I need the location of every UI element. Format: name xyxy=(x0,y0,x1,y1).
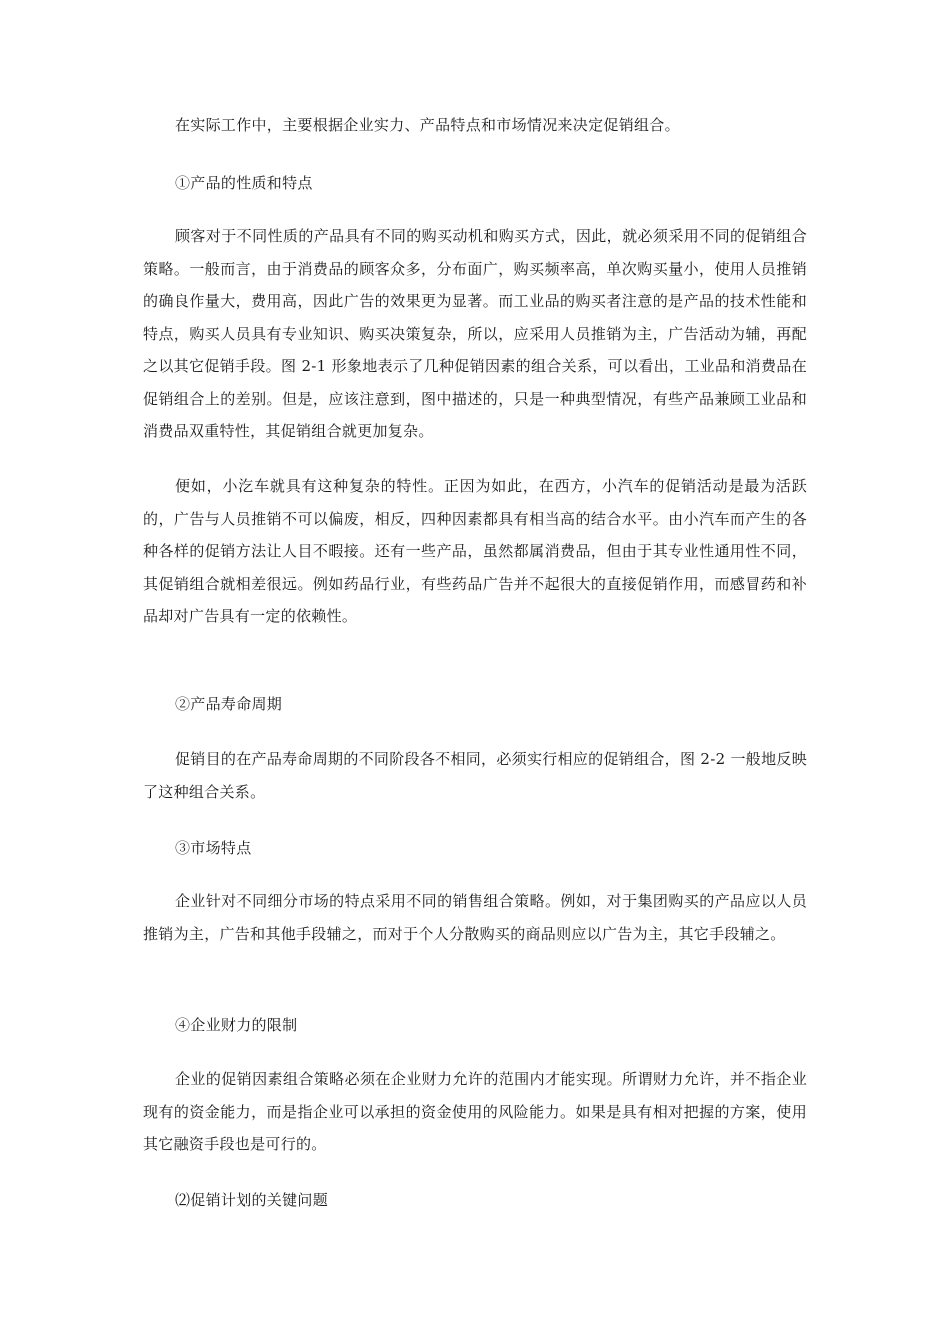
section4-heading: ④企业财力的限制 xyxy=(175,1016,298,1034)
section1-paragraph-2: 便如，小汔车就具有这种复杂的特性。正因为如此，在西方，小汽车的促销活动是最为活跃的，广告与人员推销不可以偏废，相反，四种因素都具有相当高的结合水平。由小汽车而产生的各种各样的促销方法让人目不暇接。还有一些产品，虽然都属消费品，但由于其专业性通用性不同，其促销组合就相差很远。例如药品行业，有些药品广告并不起很大的直接促销作用，而感冒药和补品却对广告具有一定的依赖性。 xyxy=(143,477,807,625)
section2-paragraph: 促销目的在产品寿命周期的不同阶段各不相同，必须实行相应的促销组合，图 2-2 一般地反映了这种组合关系。 xyxy=(143,750,807,801)
section3-paragraph: 企业针对不同细分市场的特点采用不同的销售组合策略。例如，对于集团购买的产品应以人员推销为主，广告和其他手段辅之，而对于个人分散购买的商品则应以广告为主，其它手段辅之。 xyxy=(143,892,807,943)
section1-heading: ①产品的性质和特点 xyxy=(175,174,313,192)
intro-paragraph: 在实际工作中，主要根据企业实力、产品特点和市场情况来决定促销组合。 xyxy=(175,116,680,134)
section2-heading: ②产品寿命周期 xyxy=(175,695,283,713)
section4-paragraph: 企业的促销因素组合策略必须在企业财力允许的范围内才能实现。所谓财力允许，并不指企业现有的资金能力，而是指企业可以承担的资金使用的风险能力。如果是具有相对把握的方案，使用其它融资手段也是可行的。 xyxy=(143,1070,807,1153)
next-section-heading: ⑵促销计划的关键问题 xyxy=(175,1191,329,1209)
section3-heading: ③市场特点 xyxy=(175,839,252,857)
section1-paragraph-1: 顾客对于不同性质的产品具有不同的购买动机和购买方式，因此，就必须采用不同的促销组合策略。一般而言，由于消费品的顾客众多，分布面广，购买频率高，单次购买量小，使用人员推销的确良作量大，费用高，因此广告的效果更为显著。而工业品的购买者注意的是产品的技术性能和特点，购买人员具有专业知识、购买决策复杂，所以，应采用人员推销为主，广告活动为辅，再配之以其它促销手段。图 2-1 形象地表示了几种促销因素的组合关系，可以看出，工业品和消费品在促销组合上的差别。但是，应该注意到，图中描述的，只是一种典型情况，有些产品兼顾工业品和消费品双重特性，其促销组合就更加复杂。 xyxy=(143,227,807,440)
